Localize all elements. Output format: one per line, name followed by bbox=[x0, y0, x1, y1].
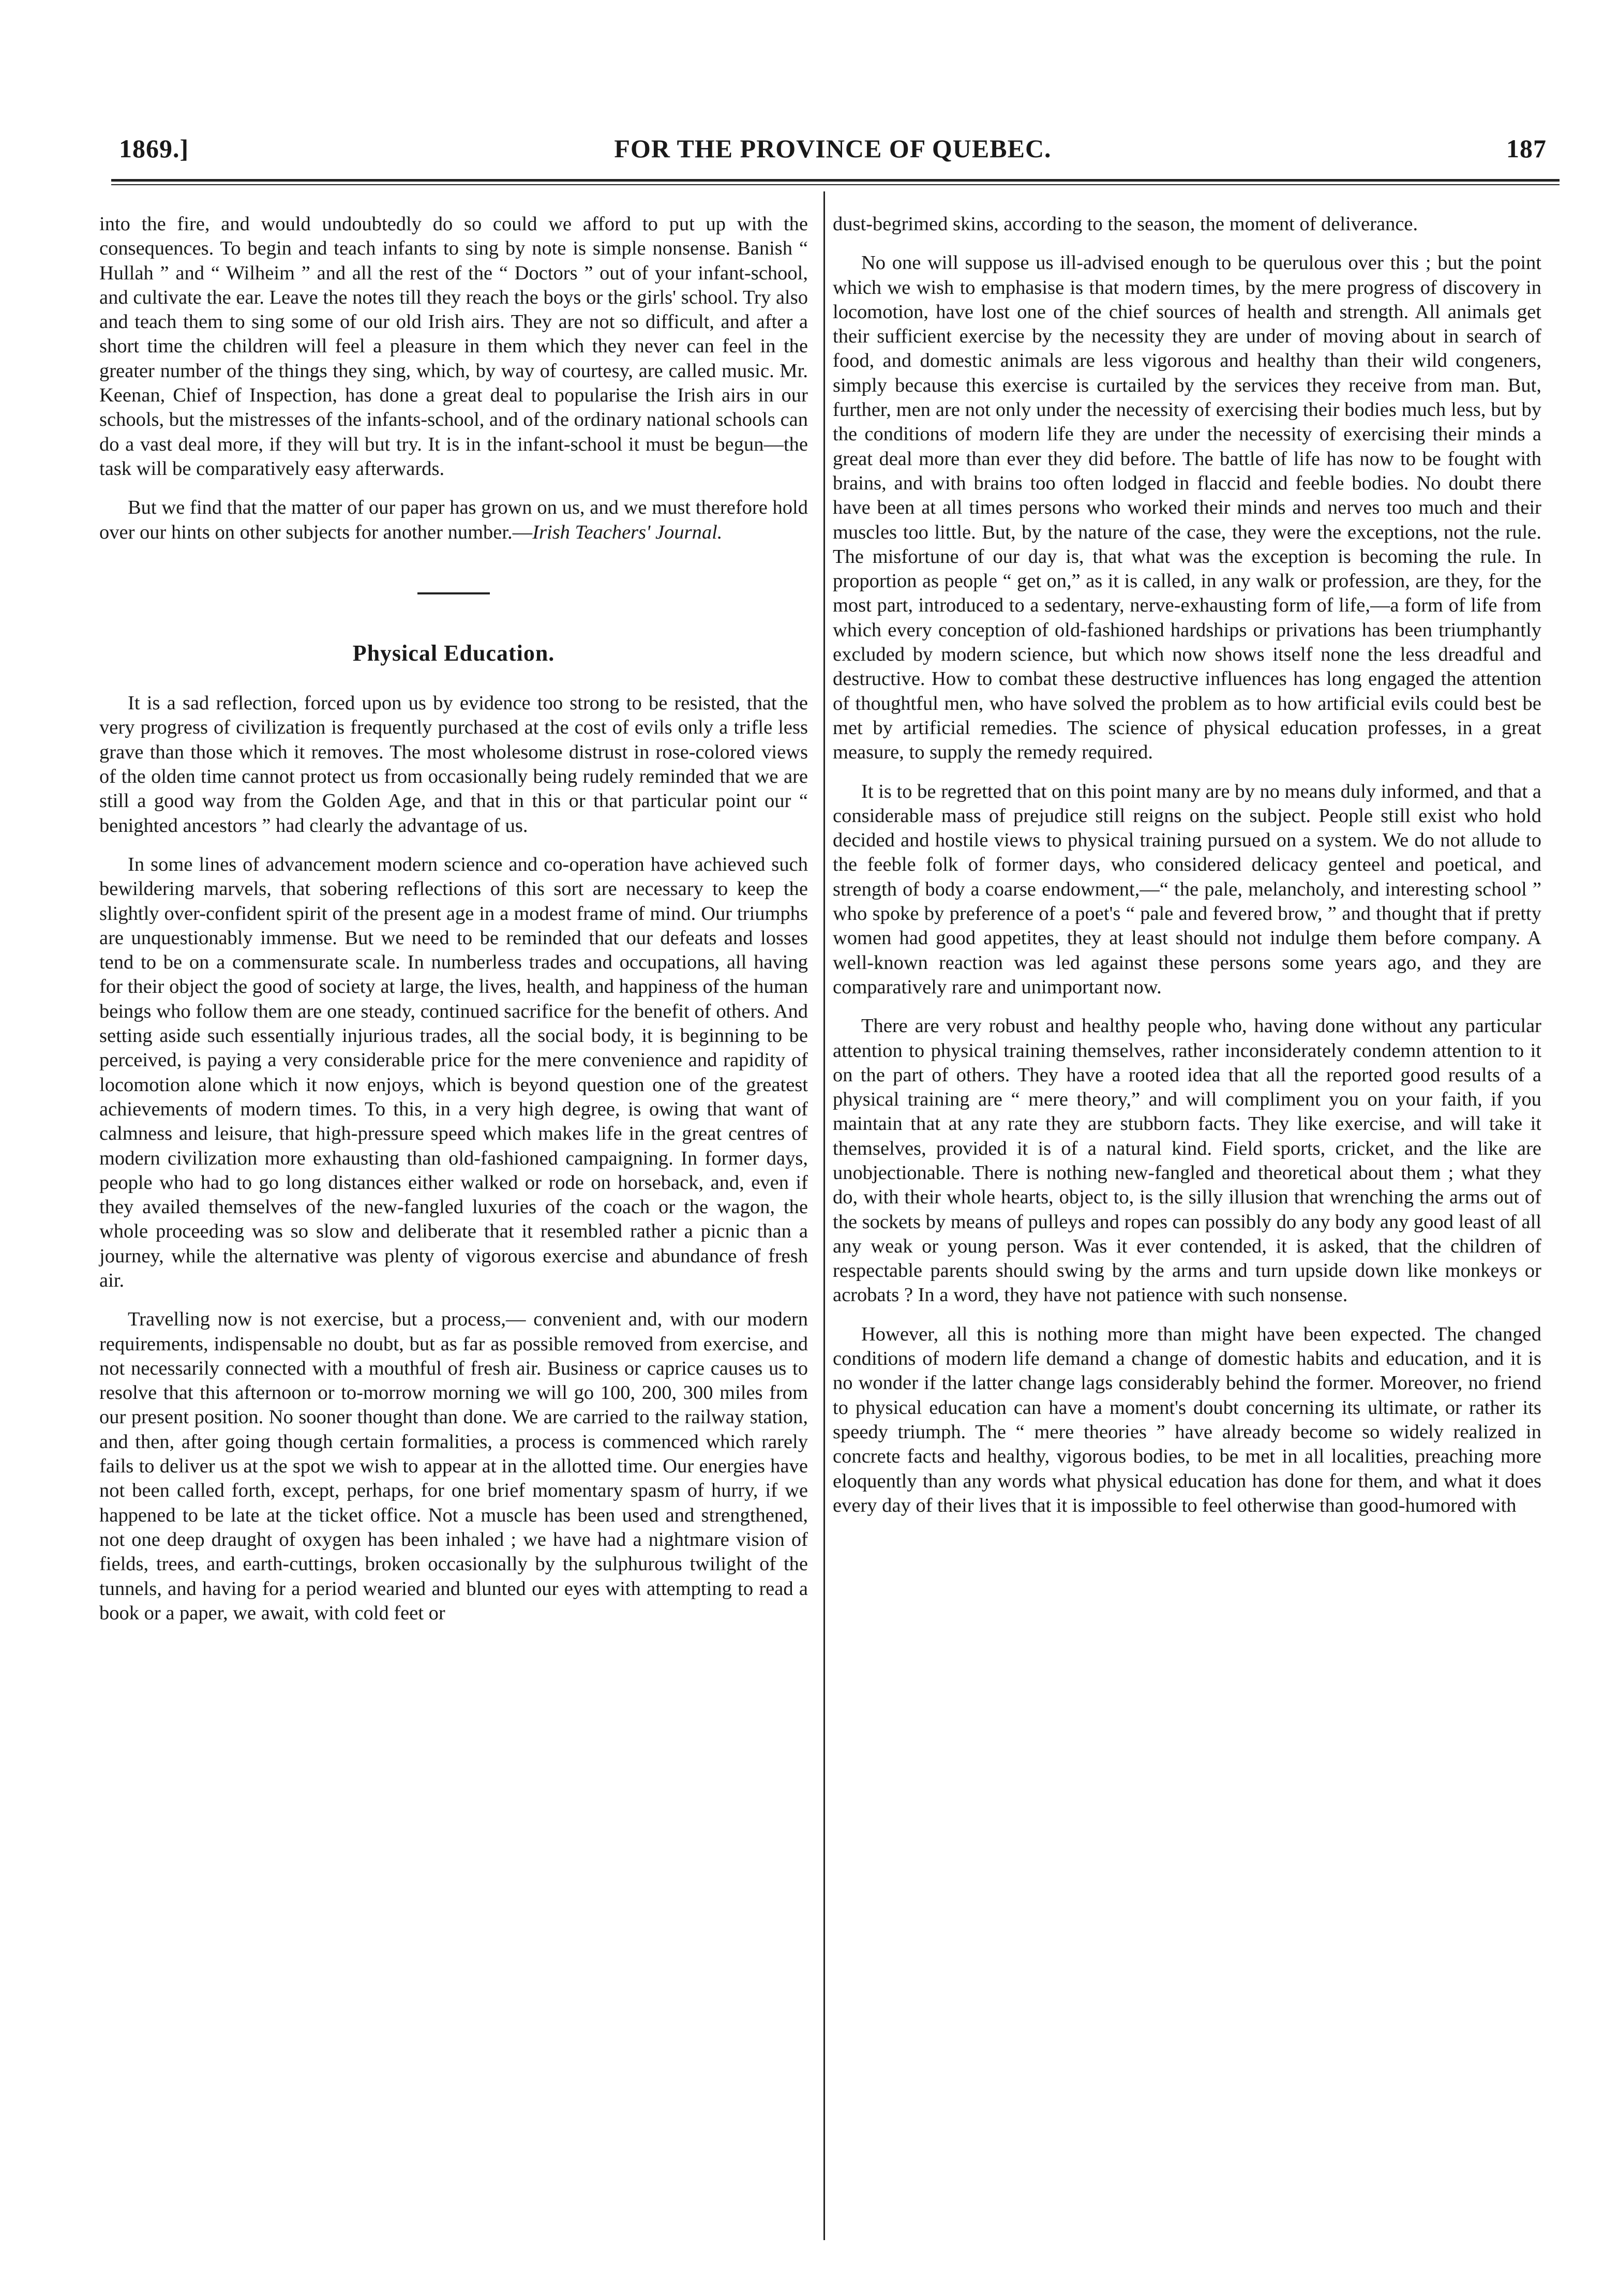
header-rule-thick bbox=[111, 179, 1560, 182]
closing-paragraph-text: But we find that the matter of our paper has grown on us, and we must therefore hold over our hints on other subjects for another number.— bbox=[99, 497, 808, 543]
article-paragraph: In some lines of advancement modern science and co-operation have achieved such bewildering marvels, that sobering reflections of this sort are necessary to keep the slightly over-confident spirit of the present age in a modest frame of mind. Our triumphs are unquestionably immense. But we need to be reminded that our defeats and losses tend to be on a commensurate scale. In numberless trades and occupations, all having for their object the good of society at large, the lives, health, and happiness of the human beings who follow them are one steady, continued sacrifice for the benefit of others. And setting aside such essentially injurious trades, all the social body, it is beginning to be perceived, is paying a very considerable price for the mere convenience and rapidity of locomotion alone which it now enjoys, which is beyond question one of the greatest achievements of modern times. To this, in a very high degree, is owing that want of calmness and leisure, that high-pressure speed which makes life in the great centres of modern civilization more exhausting than old-fashioned campaigning. In former days, people who had to go long distances either walked or rode on horseback, and, even if they availed themselves of the new-fangled luxuries of the coach or the wagon, the whole proceeding was so slow and deliberate that it resembled rather a picnic than a journey, while the alternative was plenty of vigorous exercise and abundance of fresh air. bbox=[99, 853, 808, 1291]
section-title: Physical Education. bbox=[352, 640, 555, 666]
right-column bbox=[833, 212, 1541, 1528]
continued-paragraph: into the fire, and would undoubtedly do so could we afford to put up with the consequences. To begin and teach infants to sing by note is simple nonsense. Banish “ Hullah ” and “ Wilheim ” and all the rest of the “ Doctors ” out of your infant-school, and cultivate the ear. Leave the notes till they reach the boys or the girls' school. Try also and teach them to sing some of our old Irish airs. They are not so difficult, and after a short time the children will feel a pleasure in them which they never can feel in the greater number of the things they sing, which, by way of courtesy, are called music. Mr. Keenan, Chief of Inspection, has done a great deal to popularise the Irish airs in our schools, but the mistresses of the infants-school, and of the ordinary national schools can do a vast deal more, if they will but try. It is in the infant-school it must be begun—the task will be comparatively easy afterwards. bbox=[99, 213, 808, 480]
article-paragraph: It is a sad reflection, forced upon us by evidence too strong to be resisted, that the very progress of civilization is frequently purchased at the cost of evils only a trifle less grave than those which it removes. The most wholesome distrust in rose-colored views of the olden time cannot protect us from occasionally being rudely reminded that we are still a good way from the Golden Age, and that in this or that particular point our “ benighted ancestors ” had clearly the advantage of us. bbox=[99, 692, 808, 837]
header-title: FOR THE PROVINCE OF QUEBEC. bbox=[614, 134, 1052, 163]
left-column bbox=[99, 212, 808, 1636]
header-page-number: 187 bbox=[1506, 134, 1547, 163]
section-separator bbox=[417, 592, 490, 594]
column-divider bbox=[823, 191, 825, 2240]
closing-paragraph bbox=[99, 496, 808, 545]
article-paragraph: Travelling now is not exercise, but a process,— convenient and, with our modern requirements, indispensable no doubt, but as far as possible removed from exercise, and not necessarily connected with a mouthful of fresh air. Business or caprice causes us to resolve that this afternoon or to-morrow morning we will go 100, 200, 300 miles from our present position. No sooner thought than done. We are carried to the railway station, and then, after going though certain formalities, a process is commenced which rarely fails to deliver us at the spot we wish to appear at in the allotted time. Our energies have not been called forth, except, perhaps, for one brief momentary spasm of hurry, if we happened to be late at the ticket office. Not a muscle has been used and strengthened, not one deep draught of oxygen has been inhaled ; we have had a nightmare vision of fields, trees, and earth-cuttings, broken occasionally by the sulphurous twilight of the tunnels, and having for a period wearied and blunted our eyes with attempting to read a book or a paper, we await, with cold feet or bbox=[99, 1308, 808, 1624]
closing-source: Irish Teachers' Journal. bbox=[532, 521, 723, 543]
page-header bbox=[119, 124, 1547, 171]
article-paragraph: However, all this is nothing more than might have been expected. The changed conditions of modern life demand a change of domestic habits and education, and it is no wonder if the latter change lags considerably behind the former. Moreover, no friend to physical education can have a moment's doubt concerning its ultimate, or rather its speedy triumph. The “ mere theories ” have already become so widely realized in concrete facts and healthy, vigorous bodies, to be met in all localities, preaching more eloquently than any words what physical education has done for them, and what it does every day of their lives that it is impossible to feel otherwise than good-humored with bbox=[833, 1323, 1541, 1516]
article-paragraph: It is to be regretted that on this point many are by no means duly informed, and that a considerable mass of prejudice still reigns on the subject. People still exist who hold decided and hostile views to physical training pursued on a system. We do not allude to the feeble folk of former days, who considered delicacy genteel and poetical, and strength of body a coarse endowment,—“ the pale, melancholy, and interesting school ” who spoke by preference of a poet's “ pale and fevered brow, ” and thought that if pretty women had good appetites, they at least should not indulge them before company. A well-known reaction was led against these persons some years ago, and they are comparatively rare and unimportant now. bbox=[833, 780, 1541, 998]
header-year: 1869.] bbox=[119, 134, 189, 163]
article-paragraph: No one will suppose us ill-advised enough to be querulous over this ; but the point which we wish to emphasise is that modern times, by the mere progress of discovery in locomotion, have lost one of the chief sources of health and strength. All animals get their sufficient exercise by the necessity they are under of moving about in search of food, and domestic animals are less vigorous and healthy than their wild congeners, simply because this exercise is curtailed by the services they receive from man. But, further, men are not only under the necessity of exercising their bodies much less, but by the conditions of modern life they are under the necessity of exercising their minds a great deal more than ever they did before. The battle of life has now to be fought with brains, and with brains too often lodged in flaccid and feeble bodies. No doubt there have been at all times persons who worked their minds and nerves too much and their muscles too little. But, by the nature of the case, they were the exceptions, not the rule. The misfortune of our day is, that what was the exception is becoming the rule. In proportion as people “ get on,” as it is called, in any walk or profession, are they, for the most part, introduced to a sedentary, nerve-exhausting form of life,—a form of life from which every conception of old-fashioned hardships or privations has been triumphantly excluded by modern science, but which now shows itself none the less dreadful and destructive. How to combat these destructive influences has long engaged the attention of thoughtful men, who have solved the problem as to how artificial evils could best be met by artificial remedies. The science of physical education professes, in a great measure, to supply the remedy required. bbox=[833, 252, 1541, 764]
article-paragraph: There are very robust and healthy people who, having done without any particular attention to physical training themselves, rather inconsiderately condemn attention to it on the part of others. They have a rooted idea that all the reported good results of a physical training are “ mere theory,” and will compliment you on your faith, if you maintain that at any rate they are stubborn facts. They like exercise, and will take it themselves, provided it is of a natural kind. Field sports, cricket, and the like are unobjectionable. There is nothing new-fangled and theoretical about them ; what they do, with their whole hearts, object to, is the silly illusion that wrenching the arms out of the sockets by means of pulleys and ropes can possibly do any body any good least of all any weak or young person. Was it ever contended, it is asked, that the children of respectable parents should swing by the arms and turn upside down like monkeys or acrobats ? In a word, they have not patience with such nonsense. bbox=[833, 1015, 1541, 1306]
header-rule-thin bbox=[111, 184, 1560, 185]
continued-paragraph: dust-begrimed skins, according to the season, the moment of deliverance. bbox=[833, 213, 1418, 235]
